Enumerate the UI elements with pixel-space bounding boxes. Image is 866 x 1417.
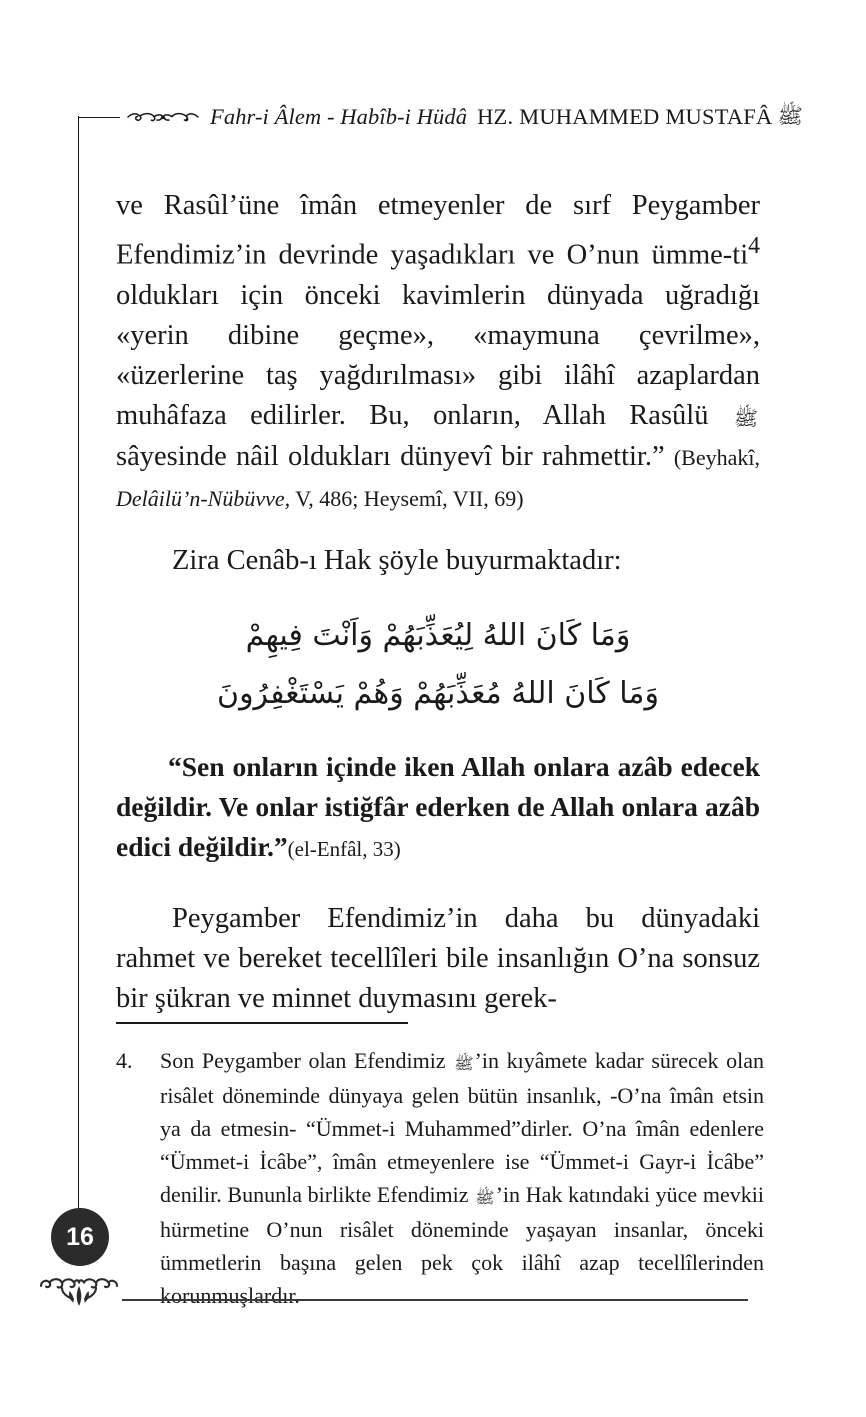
paragraph-three: Peygamber Efendimiz’in daha bu dünyadaki rahmet ve bereket tecellîleri bile insanlığın O’na sonsuz bir şükran ve minnet duymasını gerek- <box>116 902 760 1014</box>
page-header <box>78 100 803 134</box>
sallallahu-alayhi-wasallam-icon: ﷺ <box>733 405 758 430</box>
citation-open: (Beyhakî, <box>673 444 760 470</box>
header-title-main: HZ. MUHAMMED MUSTAFÂ <box>477 104 773 129</box>
paragraph-one-segment-b: oldukları için önceki kavimlerin dünyada uğradığı «yerin dibine geçme», «maymuna çevrilme», «üzerlerine taş yağdırılması» gibi ilâhî azaplardan muhâfaza edilirler. Bu, onların, Allah Rasûlü <box>116 279 760 431</box>
footnote-segment-a: Son Peygamber olan Efendimiz <box>160 1048 454 1073</box>
paragraph-two: Zira Cenâb-ı Hak şöyle buyurmaktadır: <box>172 544 622 576</box>
header-left-rule <box>78 117 120 118</box>
flourish-ornament-icon <box>126 109 200 125</box>
verse-translation-text: “Sen onların içinde iken Allah onlara azâb edecek değildir. Ve onlar istiğfâr ederken de Allah onlara azâb edici değildir.” <box>116 750 760 862</box>
footnote-marker-4: 4 <box>748 233 760 259</box>
footnote-text <box>160 1044 764 1312</box>
verse-reference: (el-Enfâl, 33) <box>287 836 401 861</box>
bottom-horizontal-rule <box>122 1299 748 1301</box>
left-margin-rule <box>78 116 79 1208</box>
sallallahu-alayhi-wasallam-icon: ﷺ <box>475 1188 495 1207</box>
footnote-segment-c: ’in Hak katındaki yüce mevkii hürmetine O’nun risâlet döneminde yaşayan insanlar, önceki ümmetlerin başına gelen pek çok ilâhî azap tecellîlerinden korunmuşlardır. <box>160 1182 765 1308</box>
sallallahu-alayhi-wasallam-icon: ﷺ <box>777 103 803 128</box>
page-number-badge: 16 <box>51 1208 109 1266</box>
sallallahu-alayhi-wasallam-icon: ﷺ <box>454 1054 474 1073</box>
paragraph-one-segment-a: ve Rasûl’üne îmân etmeyenler de sırf Peygamber Efendimiz’in devrinde yaşadıkları ve O’nun ümme-ti <box>116 190 760 271</box>
verse-translation <box>116 747 760 869</box>
citation-close: V, 486; Heysemî, VII, 69) <box>290 485 524 511</box>
quran-verse-line-1: وَمَا كَانَ اللهُ لِيُعَذِّبَهُمْ وَاَنْتَ فِيهِمْ <box>245 617 631 653</box>
paragraph-one <box>116 186 760 519</box>
quran-verse-block <box>116 607 760 723</box>
footnote-segment-b: ’in kıyâmete kadar sürecek olan risâlet döneminde dünyaya gelen bütün insanlık, -O’na îmân etsin ya da etmesin- “Ümmet-i Muhammed”dirler. O’na îmân edenlere “Ümmet-i İcâbe”, îmân etmeyenlere ise “Ümmet-i Gayr-i İcâbe” denilir. Bununla birlikte Efendimiz <box>160 1048 764 1207</box>
footnote-number: 4. <box>116 1048 133 1073</box>
bottom-scroll-ornament-icon <box>36 1272 122 1312</box>
paragraph-one-segment-c: sâyesinde nâil oldukları dünyevî bir rahmettir.” <box>116 440 674 472</box>
header-title-subtitle: Fahr-i Âlem - Habîb-i Hüdâ <box>210 104 468 129</box>
footnote-separator-rule <box>116 1022 408 1024</box>
body-text-column <box>116 186 760 1019</box>
quran-verse-line-2: وَمَا كَانَ اللهُ مُعَذِّبَهُمْ وَهُمْ يَسْتَغْفِرُونَ <box>217 675 659 711</box>
footnote-block <box>116 1044 764 1312</box>
citation-work-title: Delâilü’n-Nübüvve, <box>116 485 291 511</box>
